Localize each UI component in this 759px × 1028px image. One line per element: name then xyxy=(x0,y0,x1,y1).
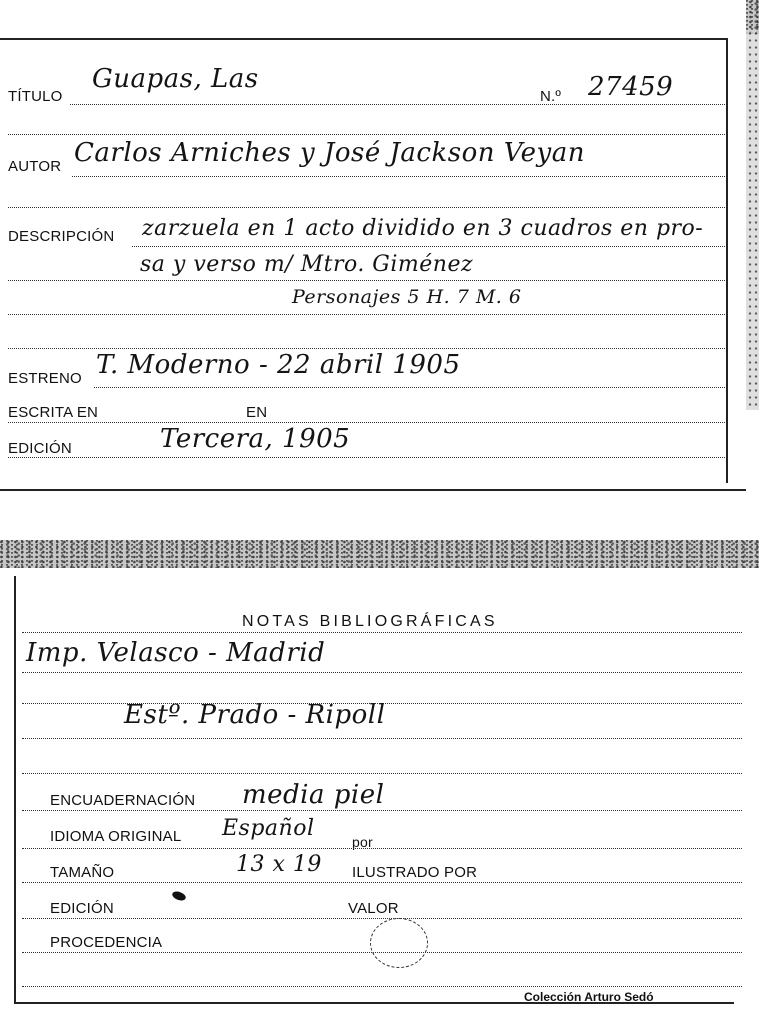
edicion-value: Tercera, 1905 xyxy=(160,424,351,454)
descripcion-line-2: sa y verso m/ Mtro. Giménez xyxy=(140,252,474,277)
tamano-label: TAMAÑO xyxy=(50,864,115,881)
numero-value: 27459 xyxy=(588,72,674,102)
rule-7 xyxy=(8,314,725,315)
por-label: por xyxy=(352,834,373,850)
encuadernacion-rule xyxy=(22,810,742,811)
descripcion-rule-1 xyxy=(132,246,725,247)
idioma-label: IDIOMA ORIGINAL xyxy=(50,828,182,845)
idioma-rule xyxy=(22,848,742,849)
card-top-frame-top xyxy=(0,38,727,40)
edicion-rule xyxy=(8,457,725,458)
idioma-value: Español xyxy=(222,816,315,841)
card-top-frame-right xyxy=(726,38,728,483)
descripcion-label: DESCRIPCIÓN xyxy=(8,228,115,245)
valor-label: VALOR xyxy=(348,900,399,917)
titulo-rule xyxy=(70,104,725,105)
edicion-bottom-label: EDICIÓN xyxy=(50,900,114,917)
note-rule-2 xyxy=(22,738,742,739)
note-rule-1 xyxy=(22,672,742,673)
note-line-1: Imp. Velasco - Madrid xyxy=(26,638,326,668)
titulo-label: TÍTULO xyxy=(8,88,63,105)
rule-8 xyxy=(8,348,725,349)
tamano-value: 13 x 19 xyxy=(236,852,322,877)
rule-b5 xyxy=(22,773,742,774)
estreno-label: ESTRENO xyxy=(8,370,82,387)
descripcion-line-1: zarzuela en 1 acto dividido en 3 cuadros en pro- xyxy=(142,216,704,241)
estreno-value: T. Moderno - 22 abril 1905 xyxy=(96,350,461,380)
collection-credit: Colección Arturo Sedó xyxy=(524,990,654,1004)
ilustrado-label: ILUSTRADO POR xyxy=(352,864,478,881)
card-bottom-frame-left xyxy=(14,576,16,1004)
encuadernacion-label: ENCUADERNACIÓN xyxy=(50,792,196,809)
encuadernacion-value: media piel xyxy=(242,780,385,810)
estreno-rule xyxy=(94,387,725,388)
autor-label: AUTOR xyxy=(8,158,62,175)
escrita-en-rule xyxy=(8,422,725,423)
rule-2 xyxy=(8,134,725,135)
notas-heading-rule xyxy=(22,632,742,633)
card-top-frame-bottom xyxy=(0,489,746,491)
titulo-value: Guapas, Las xyxy=(92,64,259,94)
procedencia-rule xyxy=(22,952,742,953)
rule-4 xyxy=(8,207,725,208)
rule-b11 xyxy=(22,986,742,987)
edicion-bottom-rule xyxy=(22,918,742,919)
escrita-en-en-label: EN xyxy=(246,404,268,421)
autor-value: Carlos Arniches y José Jackson Veyan xyxy=(74,138,585,168)
autor-rule xyxy=(72,176,725,177)
stamp-circle xyxy=(370,918,428,968)
numero-label: N.º xyxy=(540,88,562,105)
tamano-rule xyxy=(22,882,742,883)
edicion-label: EDICIÓN xyxy=(8,440,72,457)
speckled-border-middle xyxy=(0,540,759,568)
procedencia-label: PROCEDENCIA xyxy=(50,934,163,951)
descripcion-line-3: Personajes 5 H. 7 M. 6 xyxy=(292,286,522,308)
notas-heading: NOTAS BIBLIOGRÁFICAS xyxy=(242,613,498,630)
descripcion-rule-2 xyxy=(8,280,725,281)
note-line-2: Estº. Prado - Ripoll xyxy=(124,700,386,730)
escrita-en-label: ESCRITA EN xyxy=(8,404,99,421)
